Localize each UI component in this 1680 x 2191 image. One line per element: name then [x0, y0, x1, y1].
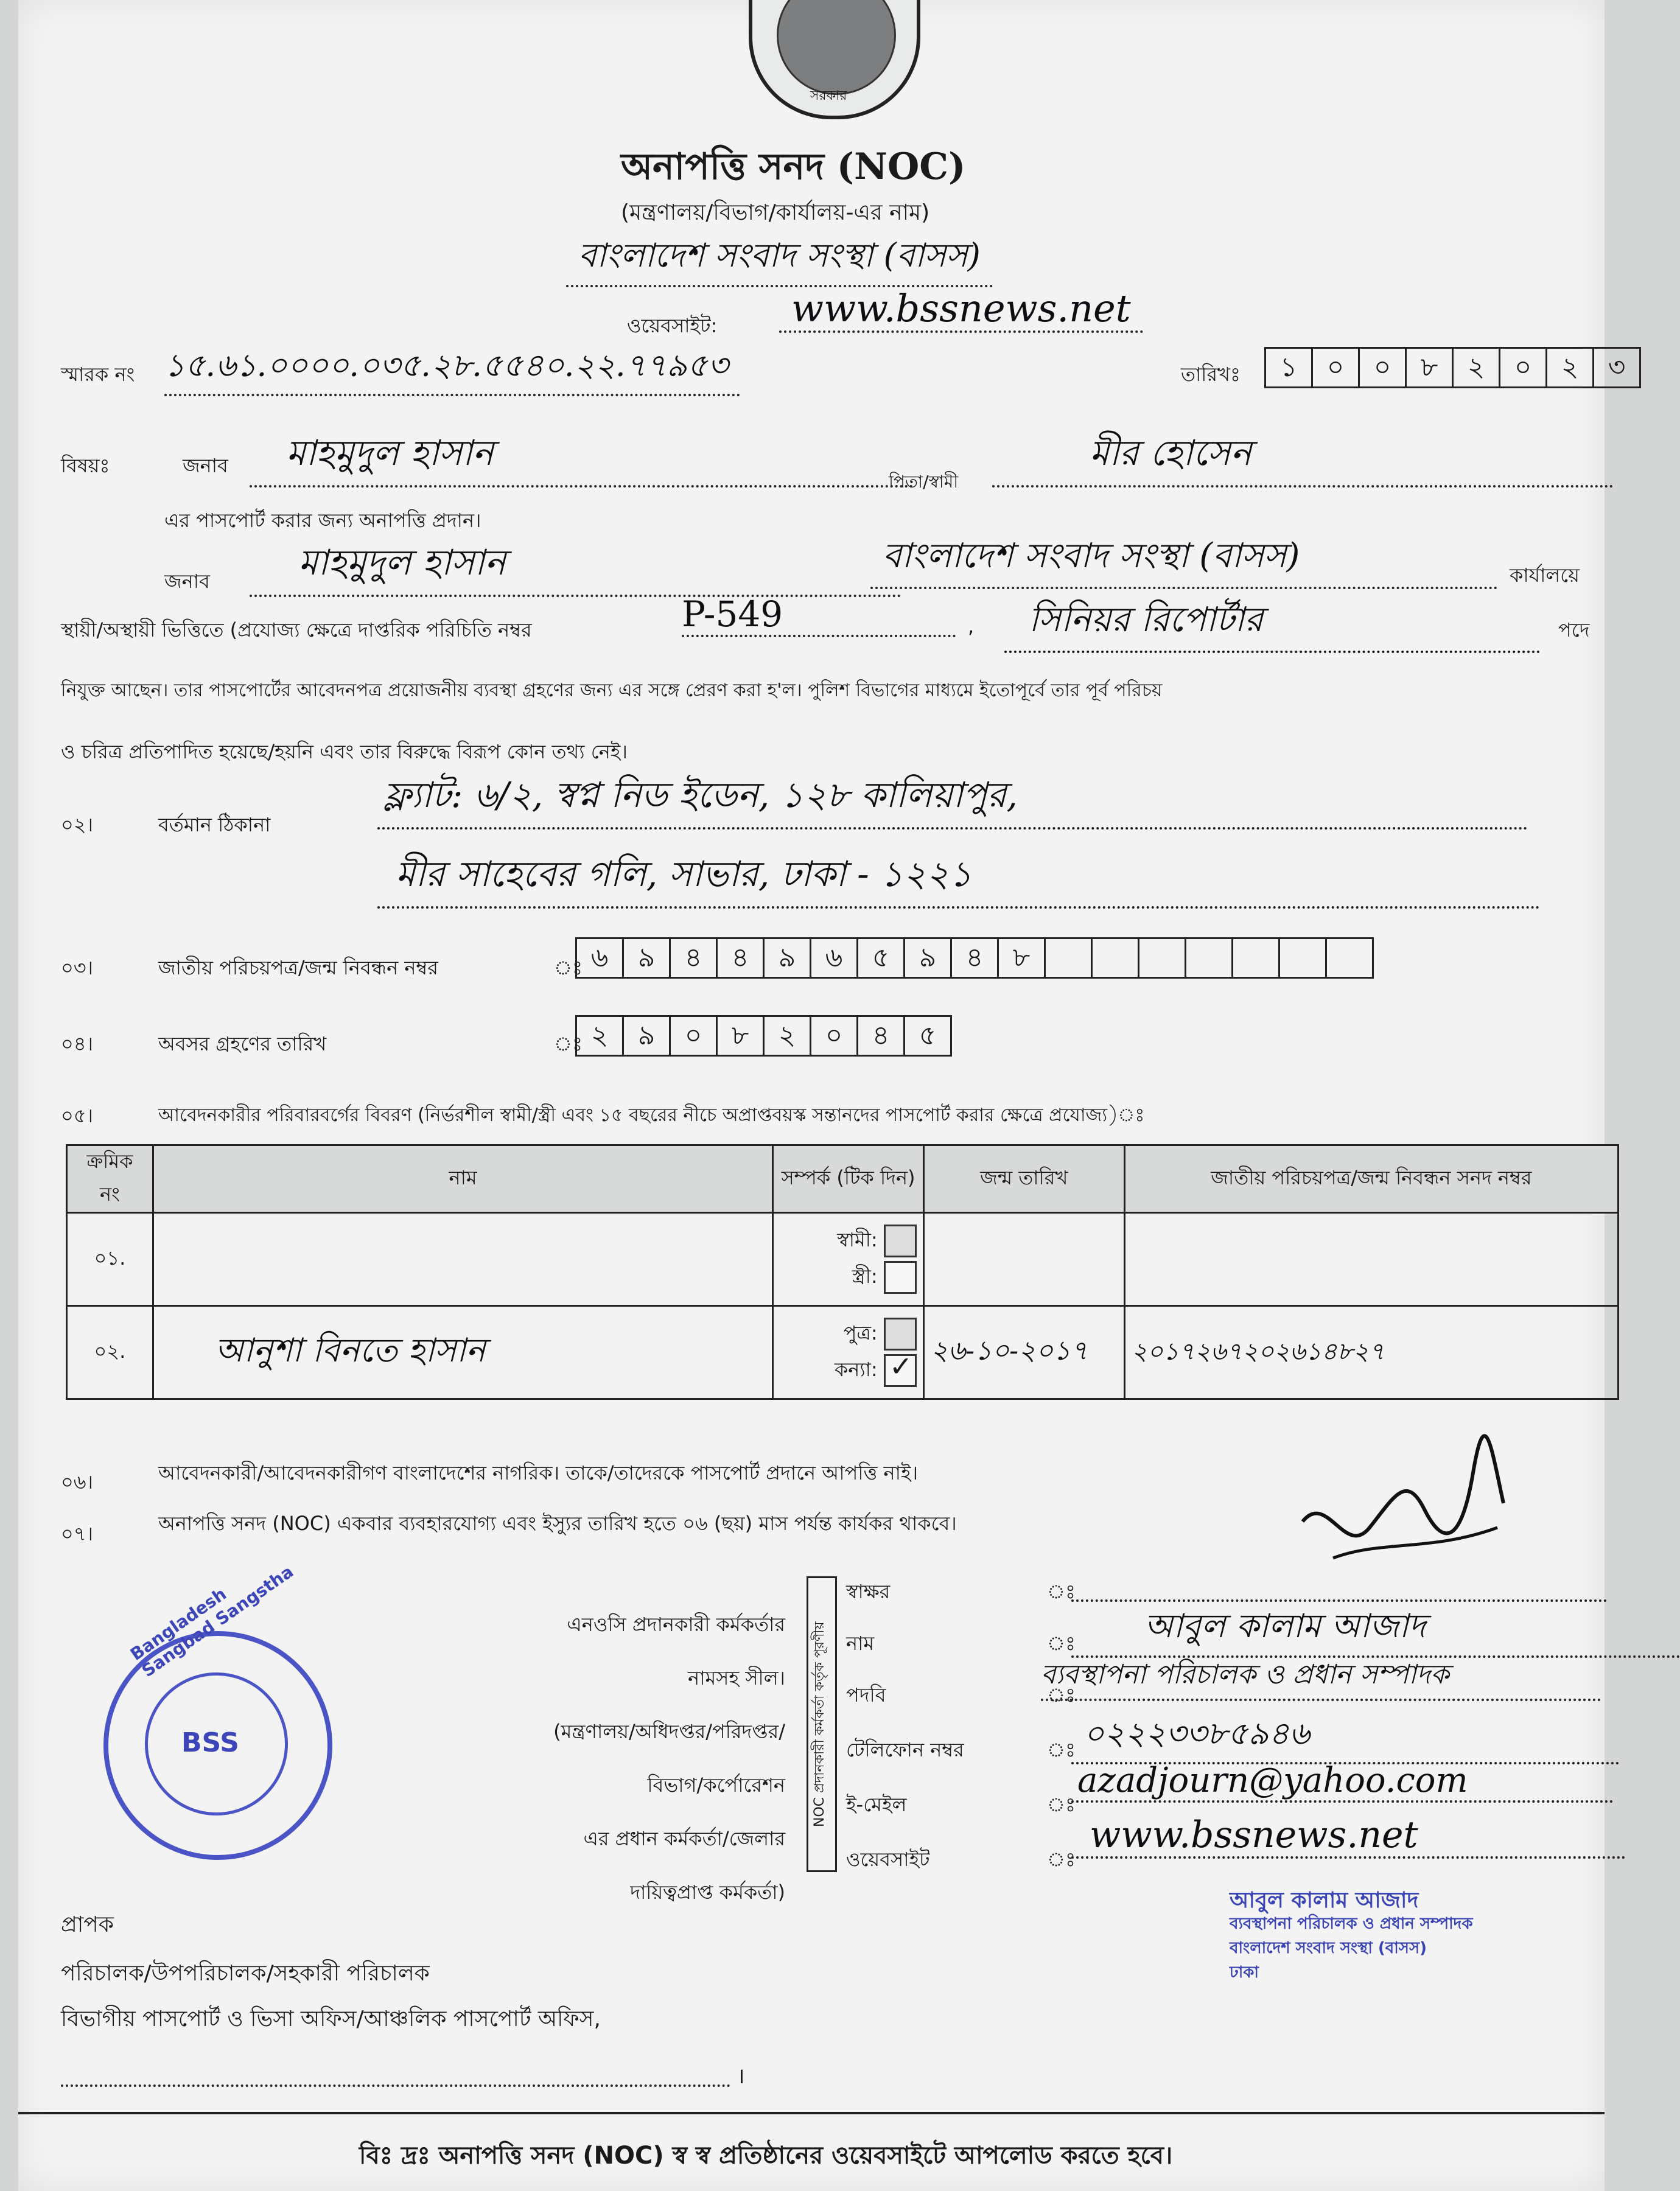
- checkbox[interactable]: [884, 1318, 917, 1351]
- bss-round-stamp: [103, 1561, 332, 1860]
- checkbox[interactable]: [884, 1261, 917, 1294]
- seal-organization: বাংলাদেশ সংবাদ সংস্থা (বাসস): [1230, 1939, 1427, 1957]
- body-line4: ও চরিত্র প্রতিপাদিত হয়েছে/হয়নি এবং তার বিরুদ্ধে বিরূপ কোন তথ্য নেই।: [61, 740, 628, 763]
- issuer-left-line: এনওসি প্রদানকারী কর্মকর্তার: [567, 1613, 785, 1636]
- nid-digit: ৮: [997, 937, 1046, 979]
- issuer-vertical-label: NOC প্রদানকারী কর্মকর্তা কর্তৃক পূরণীয়: [807, 1576, 837, 1872]
- issuer-email: azadjourn@yahoo.com: [1071, 1761, 1613, 1803]
- nid-digit: [1325, 937, 1374, 979]
- checkbox[interactable]: [884, 1225, 917, 1257]
- seal-name: আবুল কালাম আজাদ: [1230, 1888, 1419, 1913]
- noc-form-page: [18, 0, 1626, 2191]
- issuer-name: আবুল কালাম আজাদ: [1071, 1601, 1680, 1658]
- field-colon: ঃ: [1047, 1848, 1076, 1871]
- row-dob: [923, 1213, 1124, 1306]
- father-name: মীর হোসেন: [992, 426, 1613, 487]
- relation-label: স্ত্রী:: [852, 1265, 878, 1288]
- nid-label: জাতীয় পরিচয়পত্র/জন্ম নিবন্ধন নম্বর: [158, 956, 438, 979]
- note-7: অনাপত্তি সনদ (NOC) একবার ব্যবহারযোগ্য এবং ইস্যুর তারিখ হতে ০৬ (ছয়) মাস পর্যন্ত কার্যকর থাকবে।: [158, 1512, 957, 1535]
- recipient-line1: পরিচালক/উপপরিচালক/সহকারী পরিচালক: [61, 1961, 430, 1986]
- body-office: বাংলাদেশ সংবাদ সংস্থা (বাসস): [870, 529, 1497, 589]
- signature-field: [1071, 1576, 1607, 1602]
- date-boxes: [1266, 347, 1641, 388]
- map-icon: [777, 0, 896, 95]
- row-nid: [1124, 1213, 1618, 1306]
- signature-icon: [1290, 1436, 1522, 1576]
- table-row: [67, 1306, 1619, 1399]
- row-name: [153, 1213, 772, 1306]
- retire-digit: ৯: [622, 1015, 671, 1057]
- seal-designation: ব্যবস্থাপনা পরিচালক ও প্রধান সম্পাদক: [1230, 1915, 1473, 1933]
- col-name: নাম: [153, 1145, 772, 1213]
- recipient-danda: ।: [737, 2064, 745, 2089]
- relation-label: কন্যা:: [834, 1358, 878, 1381]
- header-website: www.bssnews.net: [779, 286, 1143, 333]
- address-label: বর্তমান ঠিকানা: [158, 813, 271, 836]
- issuer-phone: ০২২২৩৩৮৫৯৪৬: [1071, 1709, 1619, 1764]
- nid-digit: ৪: [716, 937, 765, 979]
- designation: সিনিয়র রিপোর্টার: [1004, 593, 1540, 653]
- date-digit: ৩: [1592, 347, 1641, 388]
- retire-digit: ০: [810, 1015, 858, 1057]
- issuer-left-line: নামসহ সীল।: [688, 1666, 785, 1690]
- nid-digit: ৬: [810, 937, 858, 979]
- note-6: আবেদনকারী/আবেদনকারীগণ বাংলাদেশের নাগরিক। তাকে/তাদেরকে পাসপোর্ট প্রদানে আপত্তি নাই।: [158, 1461, 919, 1484]
- body-mr-label: জনাব: [164, 570, 210, 593]
- date-digit: ১: [1264, 347, 1313, 388]
- emblem-text: সরকার: [810, 88, 847, 103]
- row-serial: ০২.: [67, 1306, 153, 1399]
- government-emblem: [749, 0, 920, 119]
- nid-digit: ৯: [763, 937, 811, 979]
- nid-colon: ঃ: [554, 956, 583, 979]
- row-relation: [773, 1306, 924, 1399]
- recipient-line2: বিভাগীয় পাসপোর্ট ও ভিসা অফিস/আঞ্চলিক পাসপোর্ট অফিস,: [61, 2007, 601, 2032]
- nid-digit: [1185, 937, 1233, 979]
- field-colon: ঃ: [1047, 1793, 1076, 1816]
- date-digit: ০: [1358, 347, 1407, 388]
- issuer-designation: ব্যবস্থাপনা পরিচালক ও প্রধান সম্পাদক: [1041, 1654, 1601, 1701]
- row-serial: ০১.: [67, 1213, 153, 1306]
- issuer-website: www.bssnews.net: [1071, 1814, 1625, 1859]
- date-digit: ০: [1311, 347, 1360, 388]
- official-id-number: P-549: [682, 593, 956, 637]
- retire-digit: ৮: [716, 1015, 765, 1057]
- footer-divider: [18, 2112, 1605, 2114]
- retire-digit: ২: [763, 1015, 811, 1057]
- page-title: অনাপত্তি সনদ (NOC): [621, 145, 966, 188]
- memo-number: ১৫.৬১.০০০০.০৩৫.২৮.৫৫৪০.২২.৭৭৯৫৩: [164, 341, 740, 396]
- field-label-designation: পদবি: [846, 1683, 886, 1707]
- issuer-left-line: দায়িত্বপ্রাপ্ত কর্মকর্তা): [630, 1881, 785, 1904]
- father-label: পিতা/স্বামী: [889, 472, 959, 492]
- nid-digit: [1091, 937, 1139, 979]
- body-name: মাহমুদুল হাসান: [250, 536, 901, 597]
- relation-label: পুত্র:: [843, 1321, 878, 1344]
- retire-digit: ৫: [903, 1015, 952, 1057]
- address-line1: ফ্ল্যাট: ৬/২, স্বপ্ন নিড ইডেন, ১২৮ কালিয়াপুর,: [377, 768, 1528, 830]
- field-colon: ঃ: [1047, 1580, 1076, 1603]
- item-06-number: ০৬।: [61, 1470, 94, 1494]
- footer-note: বিঃ দ্রঃ অনাপত্তি সনদ (NOC) স্ব স্ব প্রতিষ্ঠানের ওয়েবসাইটে আপলোড করতে হবে।: [359, 2142, 1173, 2170]
- date-digit: ২: [1452, 347, 1500, 388]
- nid-digit: ৯: [622, 937, 671, 979]
- nid-digit: ৫: [856, 937, 905, 979]
- item-02-number: ০২।: [61, 813, 94, 836]
- office-suffix: কার্যালয়ে: [1510, 564, 1580, 587]
- field-colon: ঃ: [1047, 1632, 1076, 1655]
- item-05-number: ০৫।: [61, 1104, 94, 1127]
- field-label-signature: স্বাক্ষর: [846, 1580, 891, 1603]
- nid-digit: [1044, 937, 1093, 979]
- stamp-center-text: BSS: [181, 1727, 239, 1758]
- post-suffix: পদে: [1558, 618, 1590, 641]
- row-dob: ২৬-১০-২০১৭: [923, 1306, 1124, 1399]
- nid-digit: ৯: [903, 937, 952, 979]
- nid-boxes: [577, 937, 1374, 979]
- item-07-number: ০৭।: [61, 1522, 94, 1545]
- col-dob: জন্ম তারিখ: [923, 1145, 1124, 1213]
- nid-digit: ৬: [575, 937, 624, 979]
- nid-digit: [1138, 937, 1186, 979]
- date-digit: ৮: [1405, 347, 1454, 388]
- retire-label: অবসর গ্রহণের তারিখ: [158, 1032, 327, 1055]
- retire-digit: ৪: [856, 1015, 905, 1057]
- issuer-left-line: (মন্ত্রণালয়/অধিদপ্তর/পরিদপ্তর/: [553, 1720, 785, 1743]
- col-nid: জাতীয় পরিচয়পত্র/জন্ম নিবন্ধন সনদ নম্বর: [1124, 1145, 1618, 1213]
- subject-label: বিষয়ঃ: [61, 454, 110, 477]
- item-03-number: ০৩।: [61, 956, 94, 979]
- office-name: বাংলাদেশ সংবাদ সংস্থা (বাসস): [566, 230, 993, 287]
- checkbox-checked[interactable]: [884, 1350, 917, 1387]
- address-line2: মীর সাহেবের গলি, সাভার, ঢাকা - ১২২১: [377, 847, 1540, 909]
- body-line3: নিযুক্ত আছেন। তার পাসপোর্টের আবেদনপত্র প্রয়োজনীয় ব্যবস্থা গ্রহণের জন্য এর সঙ্গে প্রেরণ করা হ'ল। পুলিশ বিভাগের মাধ্যমে ইতোপূর্বে তার পূর্ব পরিচয়: [61, 680, 1163, 701]
- date-label: তারিখঃ: [1181, 363, 1241, 386]
- field-label-name: নাম: [846, 1632, 875, 1655]
- recipient-label: প্রাপক: [61, 1912, 114, 1937]
- subject-mr-label: জনাব: [183, 454, 228, 477]
- recipient-dotted-line: [61, 2066, 730, 2087]
- table-header-row: [67, 1145, 1619, 1213]
- table-row: [67, 1213, 1619, 1306]
- retire-colon: ঃ: [554, 1032, 583, 1055]
- date-digit: ২: [1545, 347, 1594, 388]
- field-label-phone: টেলিফোন নম্বর: [846, 1738, 964, 1761]
- nid-digit: ৪: [669, 937, 718, 979]
- memo-label: স্মারক নং: [61, 363, 135, 386]
- body-line2-prefix: স্থায়ী/অস্থায়ী ভিত্তিতে (প্রযোজ্য ক্ষেত্রে দাপ্তরিক পরিচিতি নম্বর: [61, 618, 532, 641]
- row-name: আনুশা বিনতে হাসান: [153, 1306, 772, 1399]
- col-serial: ক্রমিক নং: [67, 1145, 153, 1213]
- subtitle: (মন্ত্রণালয়/বিভাগ/কার্যালয়-এর নাম): [621, 200, 930, 225]
- field-colon: ঃ: [1047, 1738, 1076, 1761]
- nid-digit: [1231, 937, 1280, 979]
- field-label-website: ওয়েবসাইট: [846, 1848, 930, 1871]
- subject-name: মাহমুদুল হাসান: [250, 426, 913, 487]
- nid-digit: ৪: [950, 937, 999, 979]
- issuer-left-line: এর প্রধান কর্মকর্তা/জেলার: [583, 1827, 785, 1850]
- field-label-email: ই-মেইল: [846, 1793, 907, 1816]
- subject-line2: এর পাসপোর্ট করার জন্য অনাপত্তি প্রদান।: [164, 509, 481, 532]
- row-nid: ২০১৭২৬৭২০২৬১৪৮২৭: [1124, 1306, 1618, 1399]
- website-label: ওয়েবসাইট:: [627, 314, 718, 337]
- issuer-left-line: বিভাগ/কর্পোরেশন: [647, 1773, 785, 1797]
- family-table: [66, 1144, 1619, 1400]
- seal-city: ঢাকা: [1230, 1963, 1259, 1982]
- row-relation: [773, 1213, 924, 1306]
- retire-digit: ২: [575, 1015, 624, 1057]
- retire-digit: ০: [669, 1015, 718, 1057]
- col-relation: সম্পর্ক (টিক দিন): [773, 1145, 924, 1213]
- family-label: আবেদনকারীর পরিবারবর্গের বিবরণ (নির্ভরশীল স্বামী/স্ত্রী এবং ১৫ বছরের নীচে অপ্রাপ্তবয়স্ক সন্তানদের পাসপোর্ট করার ক্ষেত্রে প্রযোজ্য)ঃ: [158, 1105, 1145, 1126]
- retire-boxes: [577, 1015, 952, 1057]
- item-04-number: ০৪।: [61, 1032, 94, 1055]
- issuer-left-block: [469, 1598, 785, 1919]
- date-digit: ০: [1499, 347, 1547, 388]
- nid-digit: [1278, 937, 1327, 979]
- stamp-ring-text: Bangladesh Sangbad Sangstha: [127, 1561, 298, 1682]
- body-comma: ,: [968, 615, 975, 638]
- checkmark-icon: ✓: [889, 1350, 913, 1383]
- relation-label: স্বামী:: [837, 1228, 878, 1251]
- field-colon: ঃ: [1047, 1683, 1076, 1707]
